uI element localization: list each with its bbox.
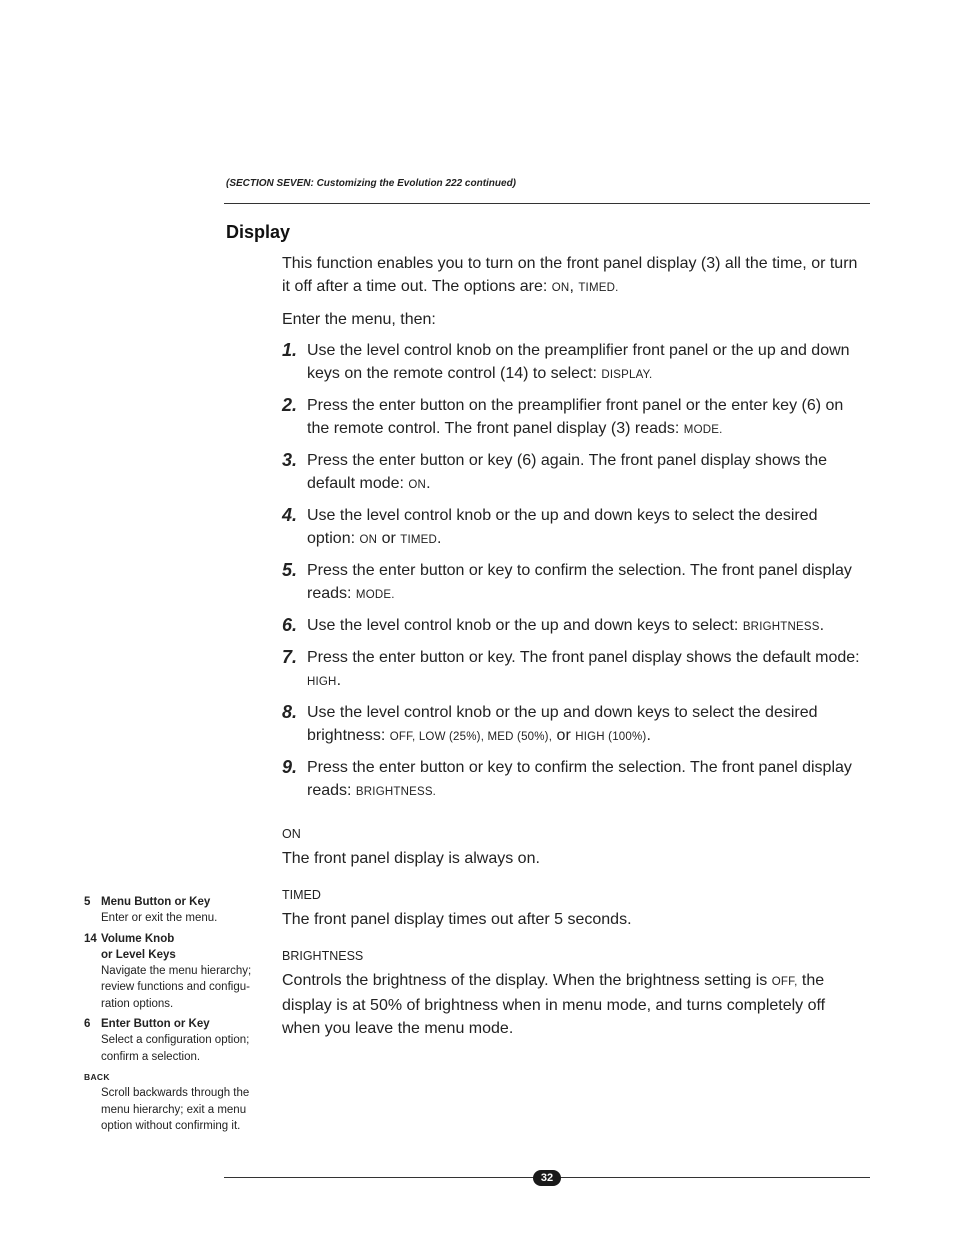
step-item: 9. Press the enter button or key to confirm the selection. The front panel display reads: BRIGHTNESS. [282,757,852,799]
legend-heading: Menu Button or Key [101,896,211,908]
page-number-badge: 32 [533,1170,561,1186]
legend-number: 6 [84,1018,91,1031]
step-item: 6. Use the level control knob or the up and down keys to select: BRIGHTNESS. [282,615,825,635]
legend-heading: Volume Knob [101,932,175,945]
legend-entry [84,894,264,927]
step-number: 7. [282,647,298,667]
step-number: 2. [282,395,298,415]
option-timed: TIMED [578,282,616,294]
legend-entry [84,1069,264,1134]
step-item: 2. Press the enter button on the preamplifier front panel or the enter key (6) on the remote control. The front panel display (3) reads: MODE. [282,395,844,437]
enter-menu-text: Enter the menu, then: [282,311,436,328]
legend-heading: or Level Keys [101,948,176,961]
step-item: 4. Use the level control knob or the up and down keys to select the desired option: ON or TIMED. [282,505,818,547]
definition-text-timed: The front panel display times out after 5 seconds. [282,911,632,928]
legend-description: Select a configuration option; confirm a selection. [101,1034,250,1063]
legend-description: Navigate the menu hierarchy; review functions and configu-ration options. [101,965,252,1010]
step-item: 8. Use the level control knob or the up and down keys to select the desired brightness: OFF, LOW (25%), MED (50%), or HIGH (100%). [282,702,818,744]
definition-text-on: The front panel display is always on. [282,850,540,867]
definition-text-brightness: Controls the brightness of the display. When the brightness setting is OFF, the display is at 50% of brightness when in menu mode, and turns completely off when you leave the menu mode. [282,972,826,1037]
legend-entry [84,1016,264,1065]
step-item: 3. Press the enter button or key (6) again. The front panel display shows the default mode: ON. [282,450,827,492]
legend-description: Enter or exit the menu. [101,912,218,925]
step-number: 9. [282,757,298,777]
sidebar-key-legend [84,894,264,1138]
top-divider [224,203,870,204]
main-content [282,252,866,1040]
step-number: 6. [282,615,298,635]
section-title: Display [226,222,291,242]
legend-description: Scroll backwards through the menu hierarchy; exit a menu option without confirming it. [101,1087,250,1132]
legend-heading: Enter Button or Key [101,1018,210,1031]
step-number: 3. [282,450,298,470]
step-number: 5. [282,560,298,580]
step-item: 7. Press the enter button or key. The front panel display shows the default mode: HIGH. [282,647,860,689]
legend-number: 14 [84,932,97,945]
step-item: 1. Use the level control knob on the preamplifier front panel or the up and down keys on the remote control (14) to select: DISPLAY. [282,340,850,382]
intro-paragraph: This function enables you to turn on the front panel display (3) all the time, or turn it off after a time out. The options are: ON, TIMED. [282,255,858,295]
step-number: 8. [282,702,298,722]
step-item: 5. Press the enter button or key to confirm the selection. The front panel display reads: MODE. [282,560,852,602]
legend-number: 5 [84,896,91,908]
option-on: ON [551,282,570,294]
definition-term-brightness: BRIGHTNESS [282,949,364,963]
section-header-note: (SECTION SEVEN: Customizing the Evolution 222 continued) [226,178,517,189]
legend-entry [84,931,264,1012]
step-number: 4. [282,505,298,525]
definition-term-timed: TIMED [282,888,321,902]
definition-term-on: ON [282,827,301,841]
step-number: 1. [282,340,298,360]
steps-list [282,339,866,804]
legend-back-label: BACK [84,1071,110,1082]
